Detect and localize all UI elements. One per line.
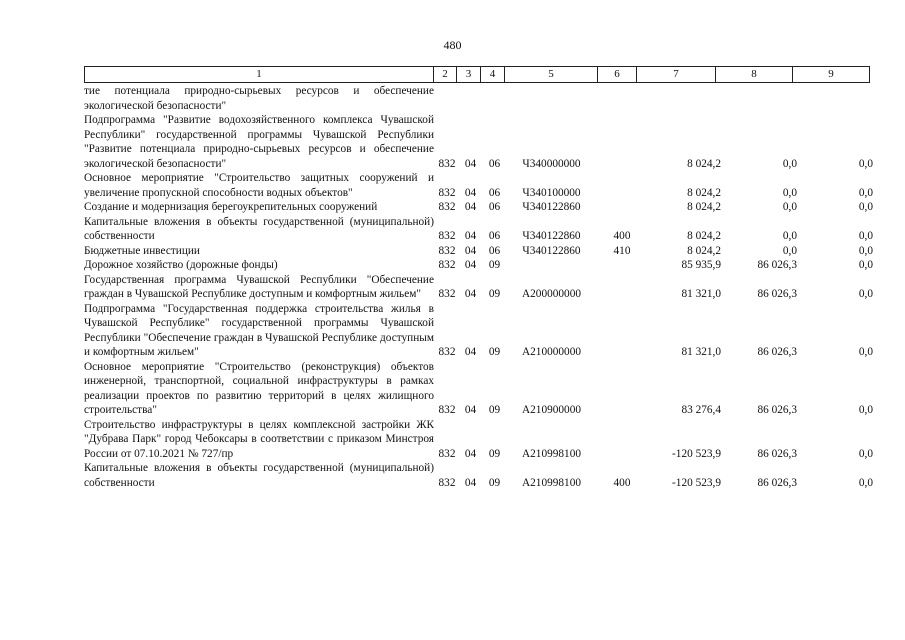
row-description: Государственная программа Чувашской Республики "Обеспечение граждан в Чувашской Республике доступным и комфортным жильем"	[84, 273, 434, 300]
table-row	[84, 200, 873, 215]
cell-subsection-code: 06	[488, 230, 501, 242]
cell-target-article: Ч340100000	[522, 186, 581, 199]
column-header-row	[84, 66, 870, 83]
cell-section-code: 04	[464, 447, 477, 460]
cell-subsection-code: 09	[488, 259, 501, 271]
row-description: Основное мероприятие "Строительство защитных сооружений и увеличение пропускной способности водных объектов"	[84, 172, 434, 199]
cell-amount-col9: 0,0	[858, 259, 873, 271]
cell-ministry-code: 832	[438, 346, 456, 358]
cell-amount-col9: 0,0	[858, 201, 873, 213]
cell-amount-col9: 0,0	[858, 476, 873, 489]
cell-amount-col9: 0,0	[858, 288, 873, 300]
cell-amount-col9: 0,0	[858, 230, 873, 242]
cell-ministry-code: 832	[438, 447, 456, 460]
row-description: Строительство инфраструктуры в целях комплексной застройки ЖК "Дубрава Парк" город Чебоксары в соответствии с приказом Минстроя России от 07.10.2021 № 727/пр	[84, 418, 434, 460]
cell-target-article: Ч340122860	[522, 230, 581, 242]
budget-table-body	[84, 84, 873, 490]
table-row	[84, 258, 873, 273]
cell-amount-col7: 8 024,2	[687, 244, 721, 257]
cell-amount-col7: -120 523,9	[672, 447, 721, 460]
cell-amount-col8: 86 026,3	[757, 476, 797, 489]
cell-section-code: 04	[464, 476, 477, 489]
cell-amount-col8: 0,0	[782, 186, 797, 199]
cell-amount-col7: 81 321,0	[681, 346, 721, 358]
table-row	[84, 302, 873, 360]
cell-ministry-code: 832	[438, 476, 456, 489]
cell-ministry-code: 832	[438, 186, 456, 199]
cell-ministry-code: 832	[438, 288, 456, 300]
row-description: Подпрограмма "Государственная поддержка строительства жилья в Чувашской Республике" государственной программы Чувашской Республики "Обеспечение граждан в Чувашской Республике доступным и комфортным жильем"	[84, 302, 434, 358]
cell-target-article: А210900000	[522, 404, 581, 416]
row-description: Капитальные вложения в объекты государственной (муниципальной) собственности	[84, 215, 434, 242]
cell-amount-col7: 8 024,2	[687, 201, 721, 213]
table-row	[84, 461, 873, 490]
table-row	[84, 215, 873, 244]
cell-subsection-code: 09	[488, 288, 501, 300]
row-description: Основное мероприятие "Строительство (реконструкция) объектов инженерной, транспортной, социальной инфраструктуры в рамках реализации проектов по развитию территорий в целях жилищного строительства"	[84, 360, 434, 416]
cell-subsection-code: 09	[488, 404, 501, 416]
table-row	[84, 360, 873, 418]
cell-target-article: А210998100	[522, 447, 581, 460]
cell-target-article: Ч340122860	[522, 244, 581, 257]
cell-subsection-code: 09	[488, 447, 501, 460]
cell-target-article: А210000000	[522, 346, 581, 358]
cell-amount-col7: 81 321,0	[681, 288, 721, 300]
table-row	[84, 171, 873, 200]
column-header-8: 8	[716, 67, 793, 83]
cell-section-code: 04	[464, 404, 477, 416]
column-header-4: 4	[481, 67, 505, 83]
column-header-1: 1	[85, 67, 434, 83]
table-row	[84, 273, 873, 302]
cell-subsection-code: 06	[488, 186, 501, 199]
cell-amount-col8: 0,0	[782, 201, 797, 213]
row-description: Создание и модернизация берегоукрепительных сооружений	[84, 201, 378, 213]
cell-ministry-code: 832	[438, 230, 456, 242]
cell-amount-col8: 86 026,3	[757, 288, 797, 300]
row-description: Капитальные вложения в объекты государственной (муниципальной) собственности	[84, 462, 434, 489]
cell-expense-type: 400	[613, 230, 631, 242]
cell-section-code: 04	[464, 259, 477, 271]
column-header-3: 3	[457, 67, 481, 83]
row-description: тие потенциала природно-сырьевых ресурсов и обеспечение экологической безопасности"	[84, 85, 434, 112]
column-header-7: 7	[637, 67, 716, 83]
cell-section-code: 04	[464, 201, 477, 213]
cell-target-article: А210998100	[522, 476, 581, 489]
cell-amount-col8: 86 026,3	[757, 346, 797, 358]
cell-ministry-code: 832	[438, 404, 456, 416]
cell-amount-col7: 8 024,2	[687, 186, 721, 199]
column-header-6: 6	[598, 67, 637, 83]
cell-amount-col9: 0,0	[858, 186, 873, 199]
column-header-5: 5	[505, 67, 598, 83]
cell-amount-col9: 0,0	[858, 346, 873, 358]
cell-amount-col8: 0,0	[782, 230, 797, 242]
page-number: 480	[443, 38, 462, 52]
cell-amount-col8: 86 026,3	[757, 259, 797, 271]
cell-expense-type: 410	[613, 244, 631, 257]
column-header-2: 2	[434, 67, 457, 83]
cell-section-code: 04	[464, 230, 477, 242]
cell-subsection-code: 06	[488, 201, 501, 213]
cell-ministry-code: 832	[438, 244, 456, 257]
cell-amount-col7: 83 276,4	[681, 404, 721, 416]
cell-section-code: 04	[464, 288, 477, 300]
cell-amount-col8: 0,0	[782, 157, 797, 170]
cell-section-code: 04	[464, 186, 477, 199]
cell-expense-type: 400	[613, 476, 631, 489]
cell-amount-col7: 85 935,9	[681, 259, 721, 271]
cell-subsection-code: 09	[488, 476, 501, 489]
cell-amount-col9: 0,0	[858, 244, 873, 257]
cell-section-code: 04	[464, 157, 477, 170]
row-description: Бюджетные инвестиции	[84, 244, 200, 257]
table-row	[84, 418, 873, 462]
cell-subsection-code: 06	[488, 244, 501, 257]
cell-amount-col7: -120 523,9	[672, 476, 721, 489]
cell-subsection-code: 06	[488, 157, 501, 170]
cell-amount-col9: 0,0	[858, 404, 873, 416]
cell-section-code: 04	[464, 244, 477, 257]
cell-amount-col7: 8 024,2	[687, 157, 721, 170]
row-description: Дорожное хозяйство (дорожные фонды)	[84, 259, 278, 271]
column-header-9: 9	[793, 67, 870, 83]
cell-amount-col7: 8 024,2	[687, 230, 721, 242]
cell-ministry-code: 832	[438, 201, 456, 213]
cell-amount-col8: 86 026,3	[757, 404, 797, 416]
table-row	[84, 113, 873, 171]
cell-section-code: 04	[464, 346, 477, 358]
cell-amount-col9: 0,0	[858, 447, 873, 460]
row-description: Подпрограмма "Развитие водохозяйственного комплекса Чувашской Республики" государственной программы Чувашской Республики "Развитие потенциала природно-сырьевых ресурсов и обеспечение экологической безопасности"	[84, 114, 434, 170]
cell-ministry-code: 832	[438, 259, 456, 271]
cell-target-article: Ч340000000	[522, 157, 581, 170]
cell-target-article: А200000000	[522, 288, 581, 300]
cell-amount-col9: 0,0	[858, 157, 873, 170]
cell-ministry-code: 832	[438, 157, 456, 170]
cell-target-article: Ч340122860	[522, 201, 581, 213]
cell-amount-col8: 0,0	[782, 244, 797, 257]
cell-subsection-code: 09	[488, 346, 501, 358]
table-row	[84, 244, 873, 259]
cell-amount-col8: 86 026,3	[757, 447, 797, 460]
table-row	[84, 84, 870, 113]
